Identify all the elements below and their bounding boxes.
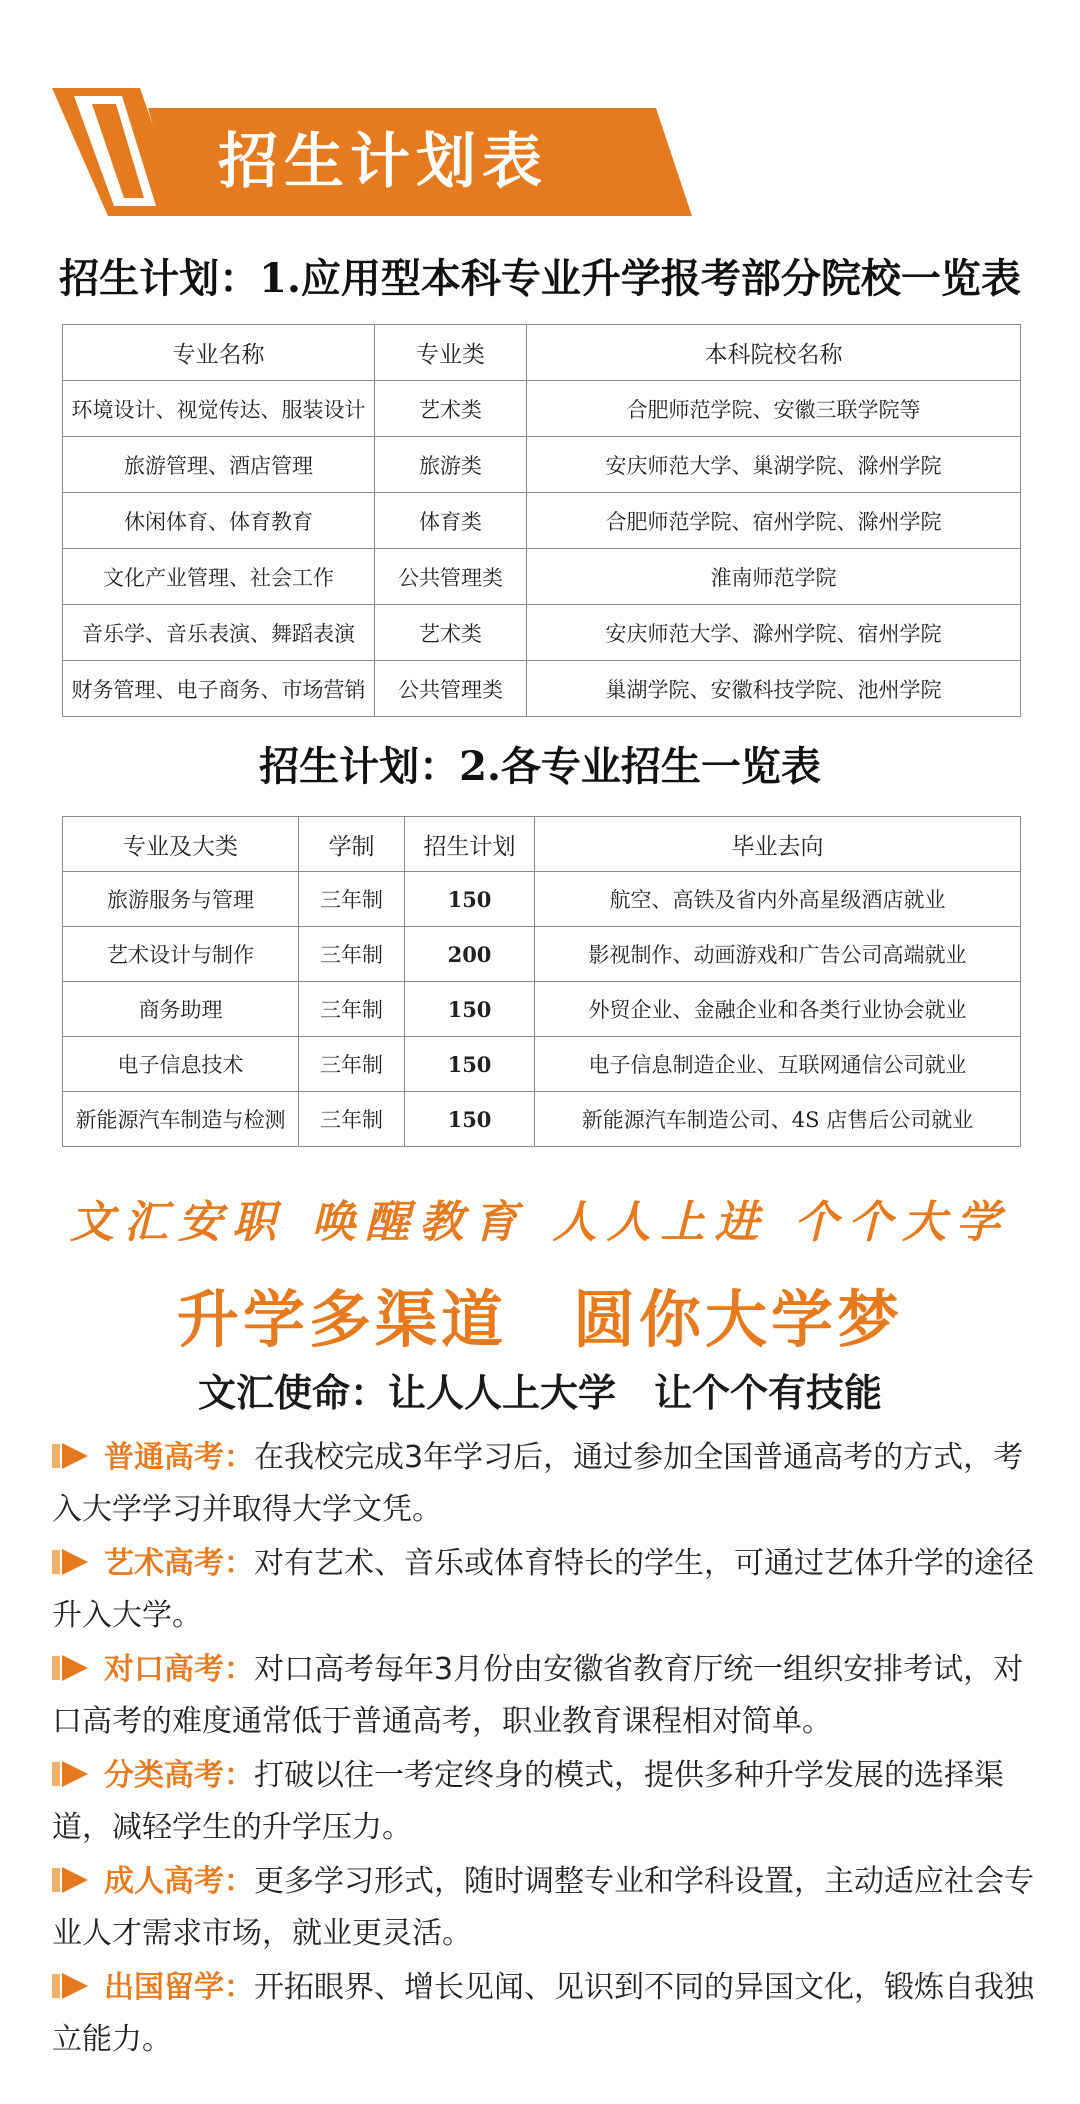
list-item [52,1432,1042,1536]
header-cell: 本科院校名称 [527,325,1021,381]
play-arrow-icon [52,1653,92,1683]
major-cell: 财务管理、电子商务、市场营销 [63,661,375,717]
duration-cell: 三年制 [299,1037,405,1092]
category-cell: 公共管理类 [375,661,527,717]
table-header-row [63,817,1021,872]
play-arrow-icon [52,1759,92,1789]
headline-slogan: 升学多渠道 圆你大学梦 [176,1283,903,1356]
pathway-label: 分类高考： [104,1758,254,1793]
enrollment-cell: 150 [405,872,535,927]
list-item [52,1750,1042,1854]
category-cell: 艺术类 [375,605,527,661]
major-cell: 音乐学、音乐表演、舞蹈表演 [63,605,375,661]
pathway-description: 对口高考每年3月份由安徽省教育厅统一组织安排考试，对口高考的难度通常低于普通高考，职业教育课程相对简单。 [52,1652,1024,1739]
university-cell: 巢湖学院、安徽科技学院、池州学院 [527,661,1021,717]
list-item [52,1538,1042,1642]
university-cell: 合肥师范学院、宿州学院、滁州学院 [527,493,1021,549]
table-row [63,661,1021,717]
major-cell: 新能源汽车制造与检测 [63,1092,299,1147]
pathway-label: 成人高考： [104,1864,254,1899]
duration-cell: 三年制 [299,1092,405,1147]
table-row [63,381,1021,437]
major-cell: 文化产业管理、社会工作 [63,549,375,605]
major-cell: 旅游管理、酒店管理 [63,437,375,493]
pathway-description: 更多学习形式，随时调整专业和学科设置，主动适应社会专业人才需求市场，就业更灵活。 [52,1864,1034,1951]
pathway-label: 对口高考： [104,1652,254,1687]
table-row [63,872,1021,927]
pathway-description: 打破以往一考定终身的模式，提供多种升学发展的选择渠道，减轻学生的升学压力。 [52,1758,1004,1845]
enrollment-cell: 150 [405,1037,535,1092]
list-item [52,1644,1042,1748]
category-cell: 艺术类 [375,381,527,437]
university-cell: 淮南师范学院 [527,549,1021,605]
major-cell: 环境设计、视觉传达、服装设计 [63,381,375,437]
major-cell: 旅游服务与管理 [63,872,299,927]
pathway-label: 艺术高考： [104,1546,254,1581]
table-row [63,493,1021,549]
header-cell: 学制 [299,817,405,872]
university-cell: 合肥师范学院、安徽三联学院等 [527,381,1021,437]
pathway-label: 出国留学： [104,1970,254,2005]
career-cell: 电子信息制造企业、互联网通信公司就业 [535,1037,1021,1092]
pathway-description: 在我校完成3年学习后，通过参加全国普通高考的方式，考入大学学习并取得大学文凭。 [52,1440,1024,1527]
major-cell: 休闲体育、体育教育 [63,493,375,549]
career-cell: 影视制作、动画游戏和广告公司高端就业 [535,927,1021,982]
duration-cell: 三年制 [299,982,405,1037]
header-cell: 专业类 [375,325,527,381]
category-cell: 公共管理类 [375,549,527,605]
university-cell: 安庆师范大学、巢湖学院、滁州学院 [527,437,1021,493]
list-item [52,1856,1042,1960]
career-cell: 航空、高铁及省内外高星级酒店就业 [535,872,1021,927]
enrollment-cell: 150 [405,982,535,1037]
plan2-title: 招生计划：2.各专业招生一览表 [259,743,821,790]
play-arrow-icon [52,1971,92,2001]
table-row [63,605,1021,661]
major-cell: 商务助理 [63,982,299,1037]
career-cell: 外贸企业、金融企业和各类行业协会就业 [535,982,1021,1037]
pathway-description: 开拓眼界、增长见闻、见识到不同的异国文化，锻炼自我独立能力。 [52,1970,1034,2057]
list-item [52,1962,1042,2066]
play-arrow-icon [52,1547,92,1577]
duration-cell: 三年制 [299,872,405,927]
table-row [63,549,1021,605]
enrollment-cell: 200 [405,927,535,982]
table-row [63,927,1021,982]
major-cell: 艺术设计与制作 [63,927,299,982]
header-cell: 专业名称 [63,325,375,381]
enrollment-cell: 150 [405,1092,535,1147]
mission-statement: 文汇使命：让人人上大学 让个个有技能 [197,1371,882,1415]
header-cell: 招生计划 [405,817,535,872]
university-cell: 安庆师范大学、滁州学院、宿州学院 [527,605,1021,661]
table-row [63,1037,1021,1092]
play-arrow-icon [52,1441,92,1471]
plan2-table [62,816,1021,1147]
category-cell: 旅游类 [375,437,527,493]
banner-title: 招生计划表 [218,127,548,197]
major-cell: 电子信息技术 [63,1037,299,1092]
career-cell: 新能源汽车制造公司、4S 店售后公司就业 [535,1092,1021,1147]
header-cell: 毕业去向 [535,817,1021,872]
school-slogan: 文汇安职 唤醒教育 人人上进 个个大学 [70,1197,1010,1248]
pathway-label: 普通高考： [104,1440,254,1475]
category-cell: 体育类 [375,493,527,549]
header-cell: 专业及大类 [63,817,299,872]
table-row [63,1092,1021,1147]
table-row [63,982,1021,1037]
plan1-table [62,324,1021,717]
table-header-row [63,325,1021,381]
pathway-description: 对有艺术、音乐或体育特长的学生，可通过艺体升学的途径升入大学。 [52,1546,1034,1633]
plan1-title: 招生计划：1.应用型本科专业升学报考部分院校一览表 [59,255,1021,302]
pathway-list [52,1432,1042,2068]
table-row [63,437,1021,493]
play-arrow-icon [52,1865,92,1895]
duration-cell: 三年制 [299,927,405,982]
